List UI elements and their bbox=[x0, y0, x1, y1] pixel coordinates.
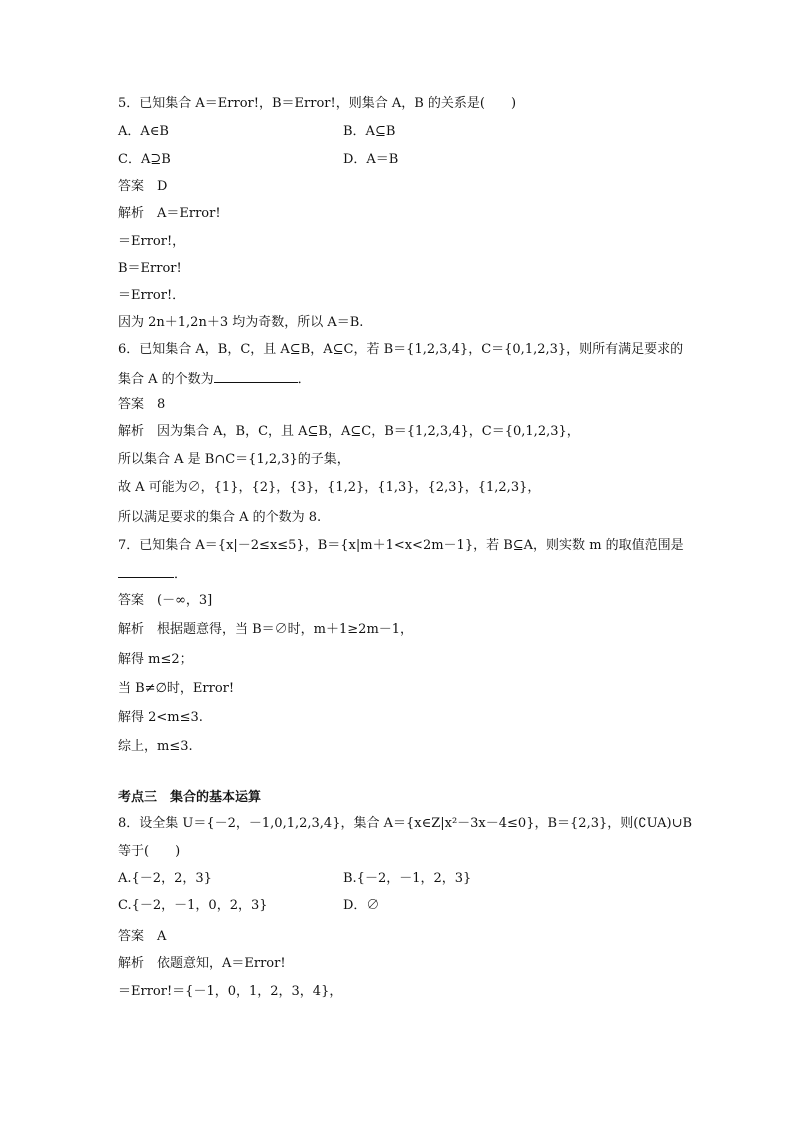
q7-analysis-line: 综上，m≤3. bbox=[118, 739, 193, 754]
q5-option-b: B．A⊆B bbox=[343, 124, 396, 139]
q5-stem: 5．已知集合 A＝Error!，B＝Error!，则集合 A，B 的关系是( ) bbox=[118, 96, 517, 111]
q6-answer: 答案 8 bbox=[118, 397, 166, 412]
q7-answer: 答案 (－∞，3] bbox=[118, 593, 213, 608]
q6-analysis-line: 故 A 可能为∅，{1}，{2}，{3}，{1,2}，{1,3}，{2,3}，{1,2,3}， bbox=[118, 480, 541, 495]
q6-analysis-line: 所以集合 A 是 B∩C＝{1,2,3}的子集， bbox=[118, 452, 350, 467]
q8-option-a: A.{－2，2，3} bbox=[118, 871, 212, 886]
q6-analysis-line: 所以满足要求的集合 A 的个数为 8. bbox=[118, 510, 322, 525]
q6-stem: 6．已知集合 A，B，C，且 A⊆B，A⊆C，若 B＝{1,2,3,4}，C＝{0,1,2,3}，则所有满足要求的 bbox=[118, 342, 684, 357]
q8-analysis-line: ＝Error!＝{－1，0，1，2，3，4}， bbox=[118, 984, 343, 999]
q6-stem-cont bbox=[118, 370, 311, 388]
q5-option-d: D．A＝B bbox=[343, 152, 399, 167]
q7-stem-cont bbox=[118, 565, 187, 583]
q7-analysis-line: 解析 根据题意得，当 B＝∅时，m＋1≥2m－1， bbox=[118, 622, 414, 637]
answer-blank bbox=[214, 370, 298, 383]
q5-analysis-line: ＝Error!， bbox=[118, 234, 186, 249]
q8-stem-cont: 等于( ) bbox=[118, 844, 181, 859]
q5-analysis-line: ＝Error!． bbox=[118, 288, 186, 303]
q6-stem-text: 集合 A 的个数为 bbox=[118, 372, 214, 387]
q7-stem: 7．已知集合 A＝{x|－2≤x≤5}，B＝{x|m＋1<x<2m－1}，若 B⊆A，则实数 m 的取值范围是 bbox=[118, 538, 684, 553]
q8-stem: 8．设全集 U＝{－2，－1,0,1,2,3,4}，集合 A＝{x∈Z|x²－3x－4≤0}，B＝{2,3}，则(∁UA)∪B bbox=[118, 816, 693, 831]
q5-analysis-line: 因为 2n＋1,2n＋3 均为奇数，所以 A＝B. bbox=[118, 315, 364, 330]
q7-analysis-line: 解得 2<m≤3. bbox=[118, 710, 203, 725]
answer-blank bbox=[118, 565, 174, 578]
section-heading: 考点三 集合的基本运算 bbox=[118, 790, 262, 805]
q5-option-c: C．A⊇B bbox=[118, 152, 171, 167]
q7-analysis-line: 解得 m≤2； bbox=[118, 652, 193, 667]
q6-stem-end: ． bbox=[297, 372, 311, 387]
q5-option-a: A．A∈B bbox=[118, 124, 169, 139]
q5-answer: 答案 D bbox=[118, 179, 168, 194]
q8-analysis-line: 解析 依题意知，A＝Error! bbox=[118, 956, 286, 971]
q8-answer: 答案 A bbox=[118, 929, 167, 944]
q8-option-c: C.{－2，－1，0，2，3} bbox=[118, 898, 268, 913]
q7-stem-end: ． bbox=[174, 567, 188, 582]
q8-option-d: D．∅ bbox=[343, 898, 380, 913]
q8-option-b: B.{－2，－1，2，3} bbox=[343, 871, 472, 886]
q5-analysis-line: 解析 A＝Error! bbox=[118, 206, 221, 221]
q5-analysis-line: B＝Error! bbox=[118, 261, 182, 276]
q6-analysis-line: 解析 因为集合 A，B，C，且 A⊆B，A⊆C，B＝{1,2,3,4}，C＝{0,1,2,3}， bbox=[118, 424, 580, 439]
q7-analysis-line: 当 B≠∅时，Error! bbox=[118, 681, 235, 696]
